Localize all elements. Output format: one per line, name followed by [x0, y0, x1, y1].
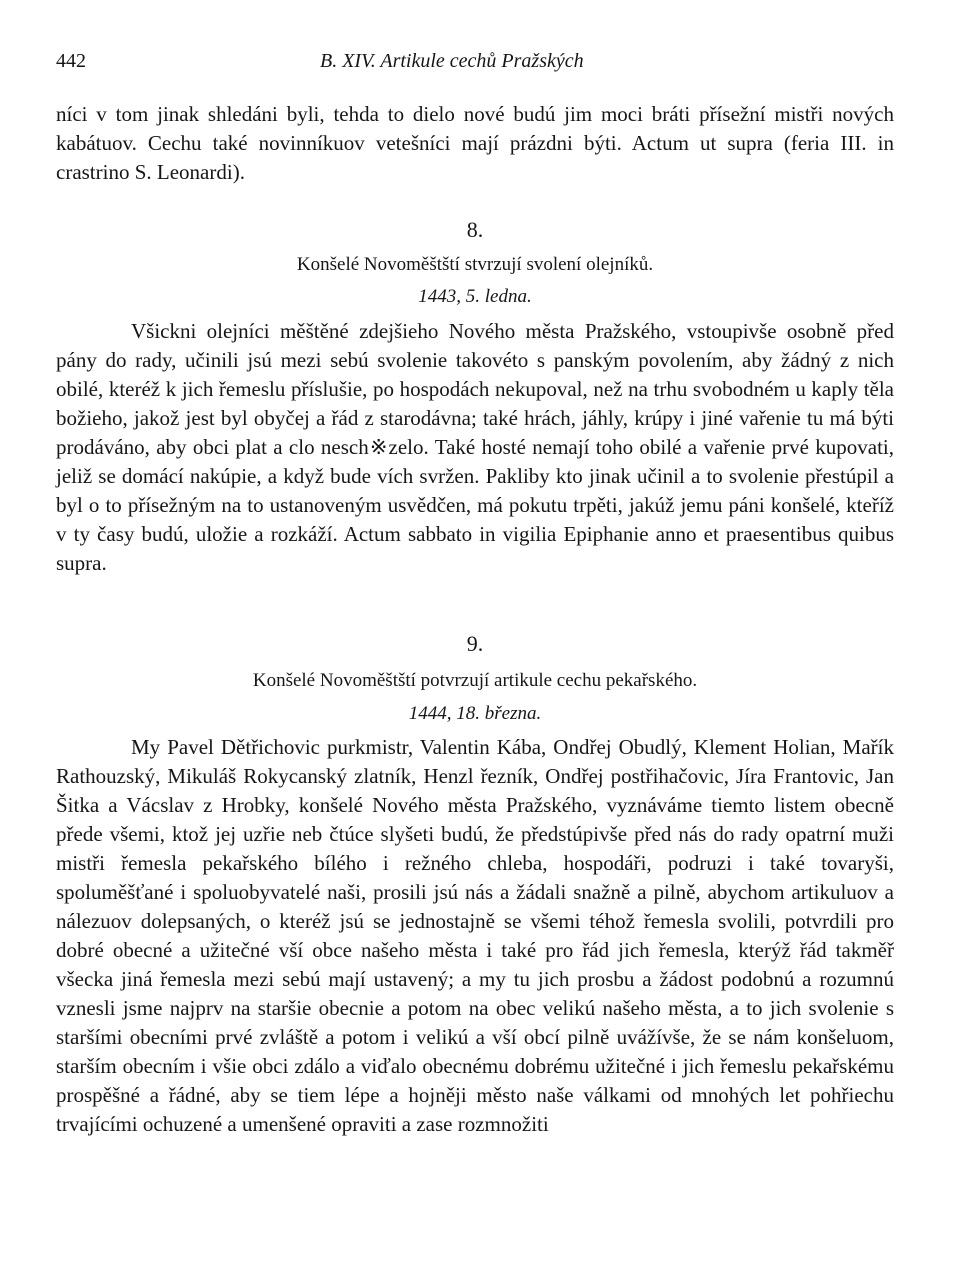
section-9-date: 1444, 18. března.: [408, 703, 542, 724]
section-9-number: 9.: [466, 631, 484, 656]
continuation-paragraph: níci v tom jinak shledáni byli, tehda to dielo nové budú jim moci bráti přísežní mistři nových kabátuov. Cechu také novinníkuov vetešníci mají prázdni býti. Actum ut supra (feria III. in crastrino S. Leonardi).: [56, 102, 894, 184]
page-number: 442: [56, 50, 86, 72]
section-8-title: Konšelé Novoměštští stvrzují svolení olejníků.: [296, 254, 654, 275]
running-title: B. XIV. Artikule cechů Pražských: [320, 50, 584, 72]
section-8-date: 1443, 5. ledna.: [418, 286, 532, 307]
section-8-body: Všickni olejníci měštěné zdejšieho Nového města Pražského, vstoupivše osobně před pány do rady, učinili jsú mezi sebú svolenie takovéto s panským povolením, aby žádný z nich obilé, kteréž k jich řemeslu příslušie, po hospodách nekupoval, než na trhu svobodném u kaply těla božieho, jakož jest byl obyčej a řád z starodávna; také hrách, jáhly, krúpy i jiné vařenie tu má býti prodáváno, aby obci plat a clo nesch※zelo. Také hosté nemají toho obilé a vařenie prvé kupovati, jeliž se domácí nakúpie, a když bude vích svržen. Pakliby kto jinak učinil a to svolenie přestúpil a byl o to přísežným na to ustanoveným usvědčen, má pokutu trpěti, jakúž jemu páni konšelé, kteříž v ty časy budú, uložie a rozkáží. Actum sabbato in vigilia Epiphanie anno et praesentibus quibus supra.: [56, 319, 894, 575]
section-8-number: 8.: [466, 217, 484, 242]
section-9-title: Konšelé Novoměštští potvrzují artikule cechu pekařského.: [252, 670, 698, 691]
document-page: [56, 0, 894, 1280]
running-header: [56, 50, 894, 76]
section-9-body: My Pavel Dětřichovic purkmistr, Valentin Kába, Ondřej Obudlý, Klement Holian, Mařík Rathouzský, Mikuláš Rokycanský zlatník, Henzl řezník, Ondřej postřihačovic, Jíra Frantovic, Jan Šitka a Vácslav z Hrobky, konšelé Nového města Pražského, vyznáváme tiemto listem obecně přede všemi, ktož jej uzřie neb čtúce slyšeti budú, že předstúpivše před nás do rady opatrní muži mistři řemesla pekařského bílého i režného chleba, hospodáři, podruzi i také tovaryši, spoluměšťané i spoluobyvatelé naši, prosili jsú nás a žádali snažně a pilně, abychom artikuluov a nálezuov dolepsaných, o kteréž jsú se jednostajně se všemi téhož řemesla svolili, potvrdili pro dobré obecné a užitečné vší obce našeho města i také pro řád jich řemesla, kterýž řád takměř všecka jiná řemesla mezi sebú mají ustavený; a my tu jich prosbu a žádost podobnú a rozumnú vznesli jsme najprv na staršie obecnie a potom na obec velikú našeho města, a to jich svolenie s staršími obecními prvé zvláště a potom i velikú a vší obcí pilně uvážívše, že se nám konšeluom, starším obecním i všie obci zdálo a viďalo obecnému dobrému užitečné i jich řemeslu pekařskému prospěšné a řádné, aby se tiem lépe a hojněji město naše válkami od mnohých let pohřiechu trvajícími ochuzené a umenšené opraviti a zase rozmnožiti: [56, 735, 894, 1136]
